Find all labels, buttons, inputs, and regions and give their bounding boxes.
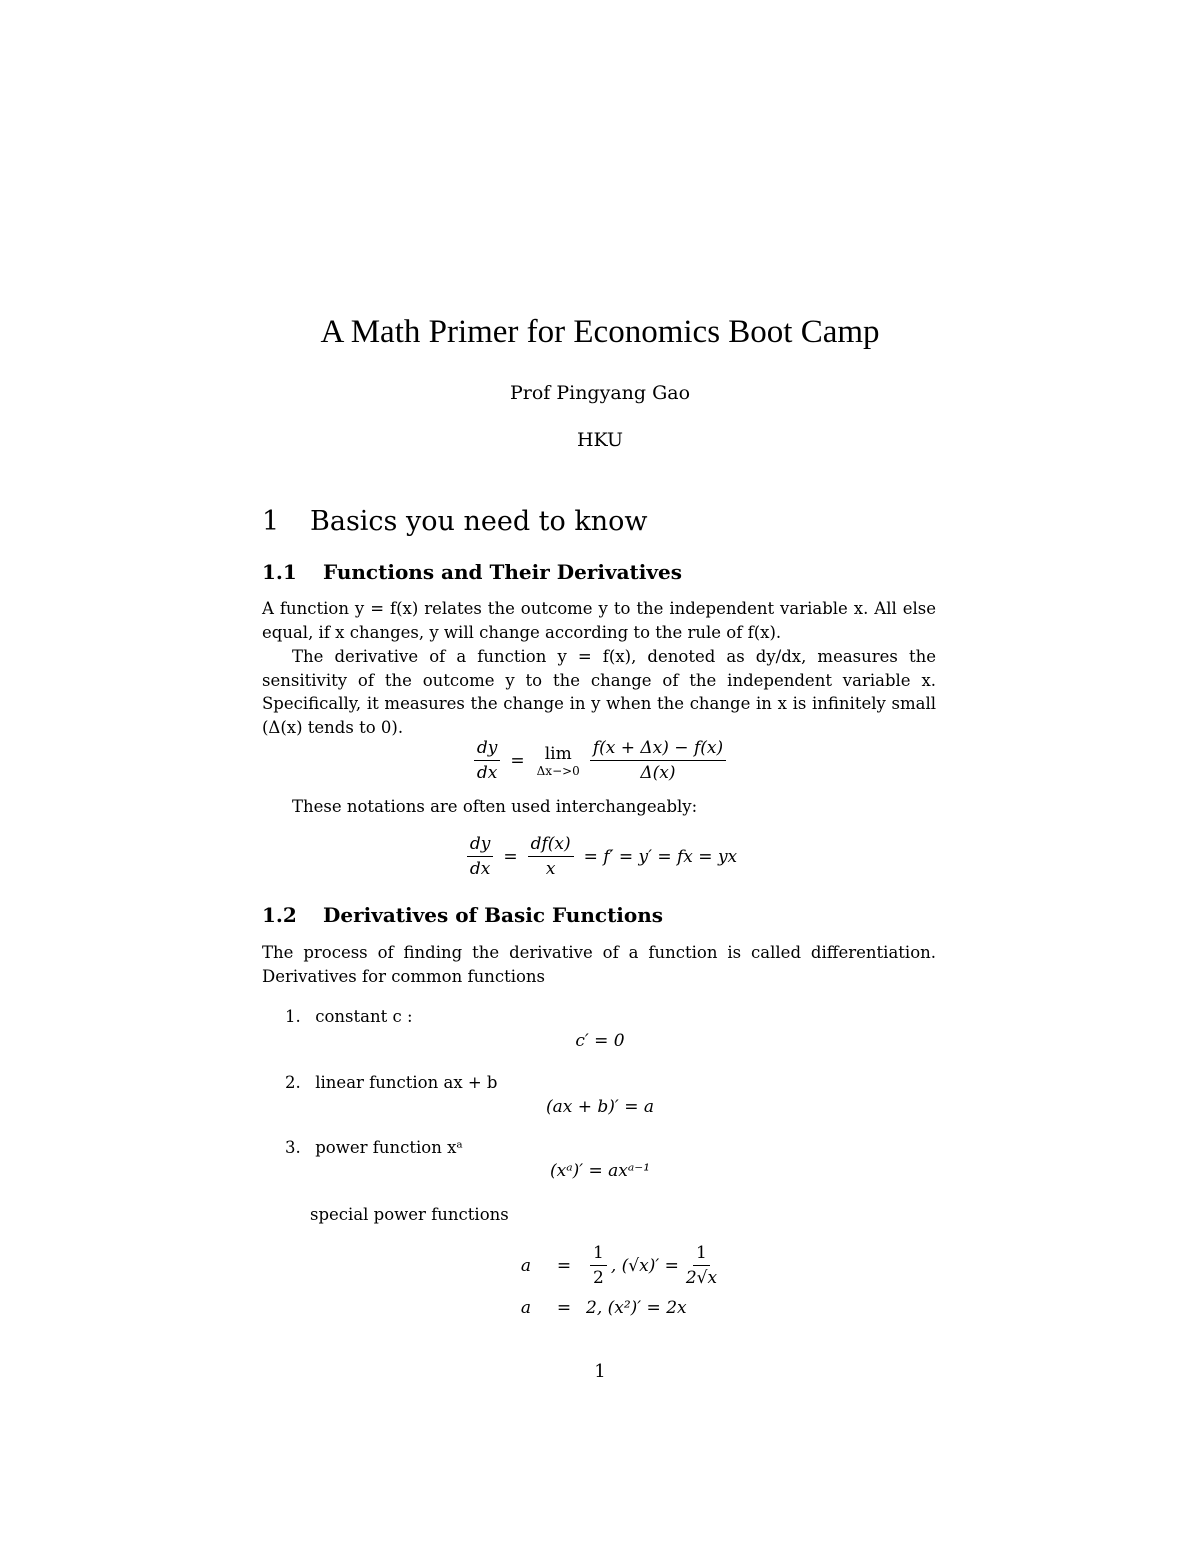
author-name: Prof Pingyang Gao [509, 382, 691, 404]
subsection-heading-1-2 [262, 903, 663, 927]
special-power-label: special power functions [310, 1205, 509, 1224]
equation-notations [0, 833, 1200, 880]
numerator: f(x + Δx) − f(x) [590, 737, 726, 761]
subsection-number: 1.1 [262, 560, 297, 584]
fraction-one-over-two-sqrt-x [683, 1242, 720, 1289]
lhs-a: a [520, 1255, 532, 1276]
equals-sign: = [503, 846, 518, 867]
subsection-number: 1.2 [262, 903, 297, 927]
subsection-title: Derivatives of Basic Functions [323, 903, 664, 927]
paragraph-differentiation: The process of finding the derivative of a function is called differentiation. Derivatives for common functions [262, 943, 936, 986]
equation-sqrt-case [510, 1242, 724, 1289]
numerator: 1 [693, 1242, 710, 1266]
section-title: Basics you need to know [310, 506, 648, 537]
fraction-difference-quotient [590, 737, 726, 784]
equation-square-case [510, 1298, 687, 1318]
list-item-linear [285, 1073, 498, 1092]
lhs-a: a [520, 1298, 532, 1318]
denominator: 2 [593, 1268, 604, 1288]
list-label: 2. [285, 1073, 301, 1092]
paragraph-function-definition: A function y = f(x) relates the outcome y to the independent variable x. All else equal, if x changes, y will change according to the rule of f(x). [262, 599, 936, 642]
equation-limit-definition [0, 737, 1200, 784]
denominator: dx [476, 763, 498, 783]
denominator: 2√x [685, 1268, 718, 1288]
numerator: 1 [590, 1242, 607, 1266]
equation-constant-derivative: c′ = 0 [575, 1031, 625, 1051]
notation-chain: = f′ = y′ = fx = yx [583, 846, 738, 867]
list-text: power function xᵃ [315, 1138, 463, 1157]
denominator: x [545, 859, 556, 879]
paragraph-derivative-definition: The derivative of a function y = f(x), denoted as dy/dx, measures the sensitivity of the outcome y to the change of the independent variable x. Specifically, it measures the change in y when the change in x is infinitely small (Δ(x) tends to 0). [262, 647, 936, 737]
numerator: dy [467, 833, 494, 857]
fraction-one-half [590, 1242, 607, 1289]
page-number: 1 [594, 1361, 606, 1382]
fraction-dy-dx [474, 737, 501, 784]
numerator: df(x) [528, 833, 574, 857]
lim-subscript: Δx−>0 [536, 763, 580, 778]
denominator: dx [469, 859, 491, 879]
equals-sign: = [556, 1255, 572, 1276]
equals-sign: = [556, 1298, 572, 1318]
sqrt-derivative: , (√x)′ = [610, 1255, 679, 1276]
list-item-constant [285, 1007, 413, 1026]
affiliation: HKU [576, 429, 624, 451]
fraction-dy-dx [467, 833, 494, 880]
lim-word: lim [544, 743, 572, 764]
list-text: linear function ax + b [315, 1073, 498, 1092]
equation-power-derivative: (xᵃ)′ = axᵃ⁻¹ [549, 1161, 651, 1181]
subsection-heading-1-1 [262, 560, 682, 584]
list-item-power [285, 1138, 463, 1157]
section-heading-1 [262, 506, 648, 537]
section-number: 1 [262, 506, 280, 537]
limit-operator [537, 744, 580, 778]
list-label: 1. [285, 1007, 301, 1026]
paper-title: A Math Primer for Economics Boot Camp [320, 314, 880, 350]
list-label: 3. [285, 1138, 301, 1157]
denominator: Δ(x) [640, 763, 676, 783]
equation-linear-derivative: (ax + b)′ = a [546, 1097, 654, 1117]
equals-sign: = [510, 750, 525, 771]
subsection-title: Functions and Their Derivatives [323, 560, 682, 584]
list-text: constant c : [315, 1007, 413, 1026]
paragraph-notations: These notations are often used interchangeably: [292, 797, 698, 816]
numerator: dy [474, 737, 501, 761]
square-derivative: 2, (x²)′ = 2x [586, 1298, 687, 1318]
fraction-df-x [528, 833, 574, 880]
